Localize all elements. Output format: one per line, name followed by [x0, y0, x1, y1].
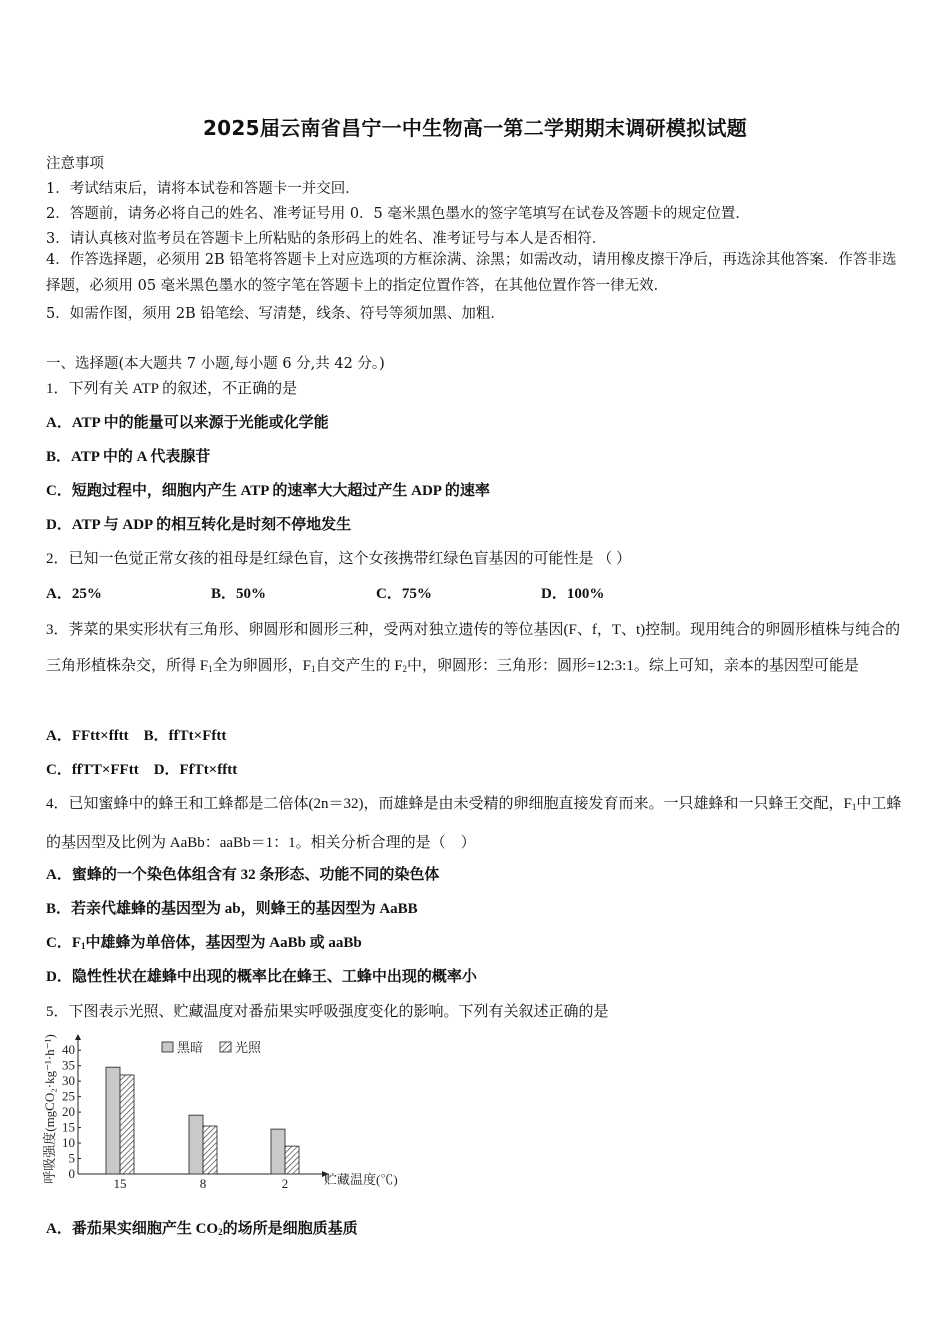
- x-tick-label: 15: [113, 1176, 127, 1191]
- q2-option-b: B．50%: [211, 586, 267, 602]
- q2-option-c: C．75%: [376, 586, 432, 602]
- bar-light-8: [203, 1126, 217, 1174]
- y-axis-arrow: [75, 1034, 81, 1040]
- q2-stem: 2．已知一色觉正常女孩的祖母是红绿色盲，这个女孩携带红绿色盲基因的可能性是 （ ）: [46, 551, 632, 567]
- y-tick-label: 25: [62, 1088, 75, 1104]
- q2-option-d: D．100%: [541, 586, 605, 602]
- bar-light-15: [120, 1075, 134, 1174]
- y-tick-label: 5: [68, 1150, 75, 1166]
- q3-options-cd: C．ffTT×FFtt D．FfTt×fftt: [46, 762, 238, 778]
- notice-item-5: 5．如需作图，须用 2B 铅笔绘、写清楚，线条、符号等须加黑、加粗．: [46, 306, 505, 322]
- y-tick-label: 30: [62, 1073, 75, 1089]
- q4-option-a: A．蜜蜂的一个染色体组含有 32 条形态、功能不同的染色体: [46, 867, 440, 883]
- y-tick-label: 15: [62, 1119, 75, 1135]
- q4-option-b: B．若亲代雄蜂的基因型为 ab，则蜂王的基因型为 AaBB: [46, 901, 418, 917]
- x-tick-label: 2: [281, 1176, 289, 1191]
- notice-item-1: 1．考试结束后，请将本试卷和答题卡一并交回．: [46, 181, 360, 197]
- q1-stem: 1．下列有关 ATP 的叙述，不正确的是: [46, 381, 298, 397]
- notice-item-4: 4．作答选择题，必须用 2B 铅笔将答题卡上对应选项的方框涂满、涂黑；如需改动，请用橡皮擦干净后，再选涂其他答案．作答非选择题，必须用 05 毫米黑色墨水的签字笔在答题卡上的指定位置作答，在其他位置作答一律无效．: [46, 252, 897, 294]
- q3-stem: 3．荠菜的果实形状有三角形、卵圆形和圆形三种，受两对独立遗传的等位基因(F、f，T、t)控制。现用纯合的卵圆形植株与纯合的三角形植株杂交，所得 $F_1$全为卵圆形，$F_1$自交产生的 $F_2$中，卵圆形：三角形：圆形=12:3:1。综上可知，亲本的基因型可能是: [46, 622, 901, 674]
- legend-label-dark: 黑暗: [177, 1040, 204, 1055]
- y-tick-label: 40: [62, 1042, 75, 1058]
- y-tick-label: 20: [62, 1104, 75, 1120]
- q5-option-a: A．番茄果实细胞产生 $CO_2$的场所是细胞质基质: [46, 1221, 358, 1237]
- legend-label-light: 光照: [235, 1040, 262, 1055]
- q4-option-d: D．隐性性状在雄蜂中出现的概率比在蜂王、工蜂中出现的概率小: [46, 969, 477, 985]
- bar-chart: [40, 1030, 420, 1195]
- q2-option-a: A．25%: [46, 586, 102, 602]
- legend-swatch-dark: [162, 1042, 173, 1052]
- notice-item-3: 3．请认真核对监考员在答题卡上所粘贴的条形码上的姓名、准考证号与本人是否相符．: [46, 231, 607, 247]
- q1-option-c: C．短跑过程中，细胞内产生 ATP 的速率大大超过产生 ADP 的速率: [46, 483, 490, 499]
- bar-dark-2: [271, 1129, 285, 1174]
- q4-stem: 4．已知蜜蜂中的蜂王和工蜂都是二倍体(2n＝32)，而雄蜂是由未受精的卵细胞直接发育而来。一只雄蜂和一只蜂王交配，$F_1$中工蜂的基因型及比例为 AaBb：aaBb＝1：1。相关分析合理的是（ ）: [46, 796, 902, 851]
- q2-options: [46, 582, 706, 603]
- q5-stem: 5．下图表示光照、贮藏温度对番茄果实呼吸强度变化的影响。下列有关叙述正确的是: [46, 1004, 609, 1020]
- y-tick-label: 0: [68, 1166, 75, 1181]
- bar-dark-8: [189, 1115, 203, 1174]
- section-heading: 一、选择题(本大题共 7 小题,每小题 6 分,共 42 分。): [46, 356, 385, 372]
- bar-dark-15: [106, 1067, 120, 1174]
- q1-option-a: A．ATP 中的能量可以来源于光能或化学能: [46, 415, 329, 431]
- q3-options-ab: A．FFtt×fftt B．ffTt×Fftt: [46, 728, 227, 744]
- q1-option-d: D．ATP 与 ADP 的相互转化是时刻不停地发生: [46, 517, 352, 533]
- legend-swatch-light: [220, 1042, 231, 1052]
- x-tick-label: 8: [199, 1176, 207, 1191]
- y-tick-label: 35: [62, 1057, 75, 1073]
- page-title: 2025届云南省昌宁一中生物高一第二学期期末调研模拟试题: [202, 116, 748, 140]
- x-axis-label: 贮藏温度(℃): [324, 1172, 398, 1187]
- q1-option-b: B．ATP 中的 A 代表腺苷: [46, 449, 211, 465]
- notice-heading: 注意事项: [46, 156, 104, 172]
- y-axis-label: 呼吸强度(mgCO₂·kg⁻¹·h⁻¹): [42, 1034, 57, 1184]
- bar-light-2: [285, 1146, 299, 1174]
- notice-item-2: 2．答题前，请务必将自己的姓名、准考证号用 0．5 毫米黑色墨水的签字笔填写在试卷及答题卡的规定位置．: [46, 206, 750, 222]
- y-tick-label: 10: [62, 1135, 75, 1151]
- q4-option-c: C．$F_1$中雄蜂为单倍体，基因型为 AaBb 或 aaBb: [46, 935, 362, 951]
